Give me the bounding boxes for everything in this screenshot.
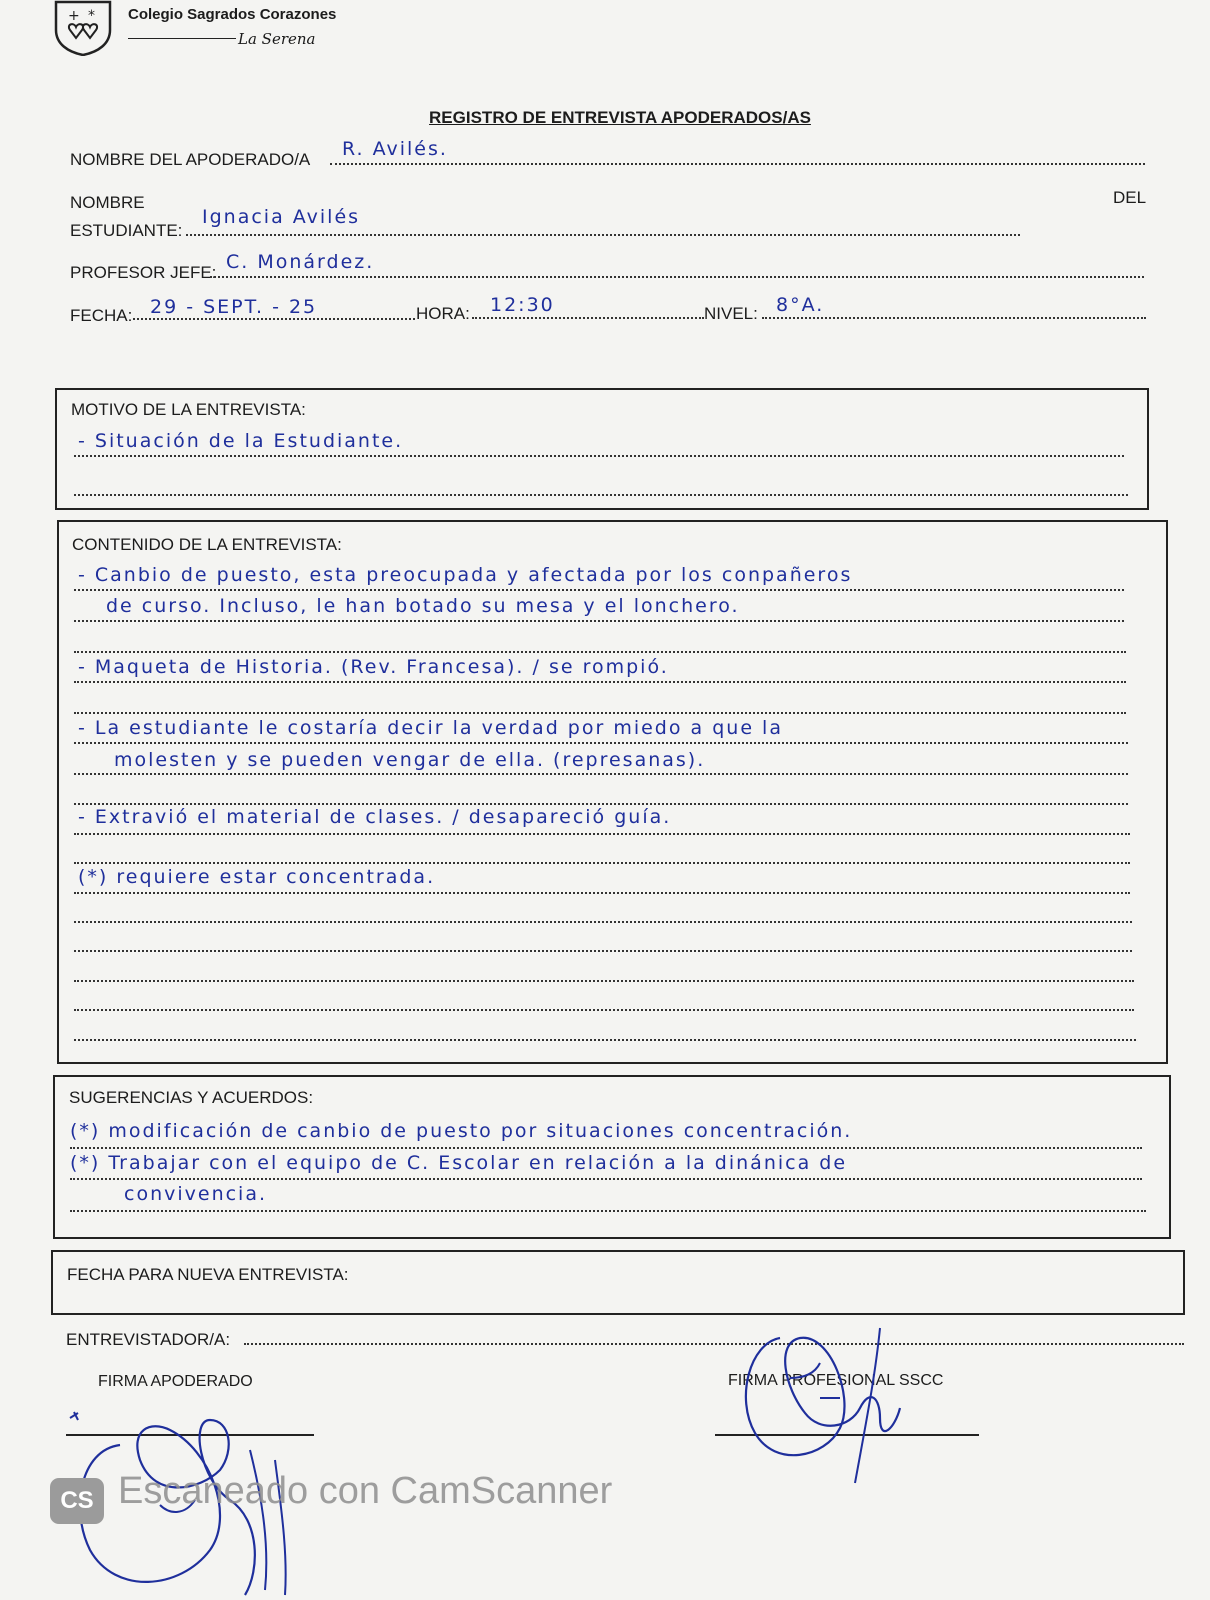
profesor-value[interactable]: C. Monárdez. [226,251,375,273]
contenido-text-1[interactable]: - Canbio de puesto, esta preocupada y afectada por los conpañeros [78,564,853,586]
motivo-line-2 [74,494,1128,496]
estudiante-label-2: ESTUDIANTE: [70,221,183,240]
firma-profesional-label: FIRMA PROFESIONAL SSCC [728,1372,944,1389]
sugerencias-rule-1 [70,1147,1142,1149]
contenido-rule-9 [74,833,1130,835]
estudiante-line [186,234,1020,236]
fecha-line [133,318,415,320]
apoderado-line [330,163,1145,165]
hora-label: HORA: [416,304,470,323]
school-divider [128,38,236,39]
contenido-text-2[interactable]: de curso. Incluso, le han botado su mesa y el lonchero. [106,595,740,617]
apoderado-value[interactable]: R. Avilés. [342,138,448,160]
fecha-label: FECHA: [70,306,133,325]
estudiante-value[interactable]: Ignacia Avilés [202,206,361,228]
school-name: Colegio Sagrados Corazones [128,6,337,23]
hora-line [472,317,704,319]
contenido-rule-16 [74,1039,1136,1041]
apoderado-label: NOMBRE DEL APODERADO/A [70,150,311,169]
entrevistador-label: ENTREVISTADOR/A: [66,1330,231,1349]
contenido-rule-7 [74,773,1128,775]
form-title: REGISTRO DE ENTREVISTA APODERADOS/AS [429,108,811,127]
camscanner-logo-icon: CS [50,1478,104,1524]
nueva-fecha-title[interactable]: FECHA PARA NUEVA ENTREVISTA: [67,1265,349,1284]
firma-apoderado-label: FIRMA APODERADO [98,1373,253,1390]
motivo-line-1 [74,455,1124,457]
profesor-line [210,276,1144,278]
estudiante-label-1: NOMBRE [70,193,145,212]
sugerencias-rule-3 [70,1210,1146,1212]
sugerencias-text-1[interactable]: (*) modificación de canbio de puesto por situaciones concentración. [70,1120,853,1142]
sugerencias-text-2[interactable]: (*) Trabajar con el equipo de C. Escolar en relación a la dinánica de [70,1152,848,1174]
fecha-value[interactable]: 29 - SEPT. - 25 [150,296,318,318]
nivel-line [762,317,1146,319]
svg-text:+: + [68,8,80,24]
contenido-text-3[interactable]: - Maqueta de Historia. (Rev. Francesa). / se rompió. [78,656,669,678]
motivo-text-1[interactable]: - Situación de la Estudiante. [78,430,404,452]
nivel-label: NIVEL: [704,304,758,323]
profesional-signature-icon [730,1318,920,1488]
contenido-title: CONTENIDO DE LA ENTREVISTA: [72,535,342,554]
contenido-rule-6 [74,742,1128,744]
school-crest-icon [52,0,114,56]
contenido-rule-3 [74,651,1126,653]
hora-value[interactable]: 12:30 [490,294,555,316]
contenido-rule-1 [74,589,1124,591]
svg-text:*: * [88,8,95,24]
sugerencias-rule-2 [70,1178,1142,1180]
contenido-text-4[interactable]: - La estudiante le costaría decir la verdad por miedo a que la [78,717,783,739]
contenido-rule-13 [74,950,1132,952]
camscanner-watermark: Escaneado con CamScanner [118,1470,613,1512]
sugerencias-title: SUGERENCIAS Y ACUERDOS: [69,1088,314,1107]
school-city: La Serena [238,30,316,48]
profesor-label: PROFESOR JEFE: [70,263,217,282]
entrevistador-line[interactable] [244,1343,1184,1345]
contenido-rule-11 [74,892,1130,894]
contenido-rule-12 [74,921,1132,923]
contenido-rule-2 [74,620,1124,622]
contenido-text-6[interactable]: - Extravió el material de clases. / desapareció guía. [78,806,672,828]
motivo-title: MOTIVO DE LA ENTREVISTA: [71,400,306,419]
nivel-value[interactable]: 8°A. [776,294,825,316]
contenido-rule-5 [74,712,1126,714]
contenido-rule-4 [74,681,1126,683]
contenido-text-5[interactable]: molesten y se pueden vengar de ella. (represanas). [114,749,706,771]
contenido-rule-14 [74,980,1134,982]
contenido-rule-15 [74,1009,1134,1011]
contenido-rule-8 [74,803,1128,805]
estudiante-del: DEL [1113,188,1147,207]
sugerencias-text-3[interactable]: convivencia. [124,1183,268,1205]
contenido-text-7[interactable]: (*) requiere estar concentrada. [78,866,436,888]
contenido-rule-10 [74,862,1130,864]
